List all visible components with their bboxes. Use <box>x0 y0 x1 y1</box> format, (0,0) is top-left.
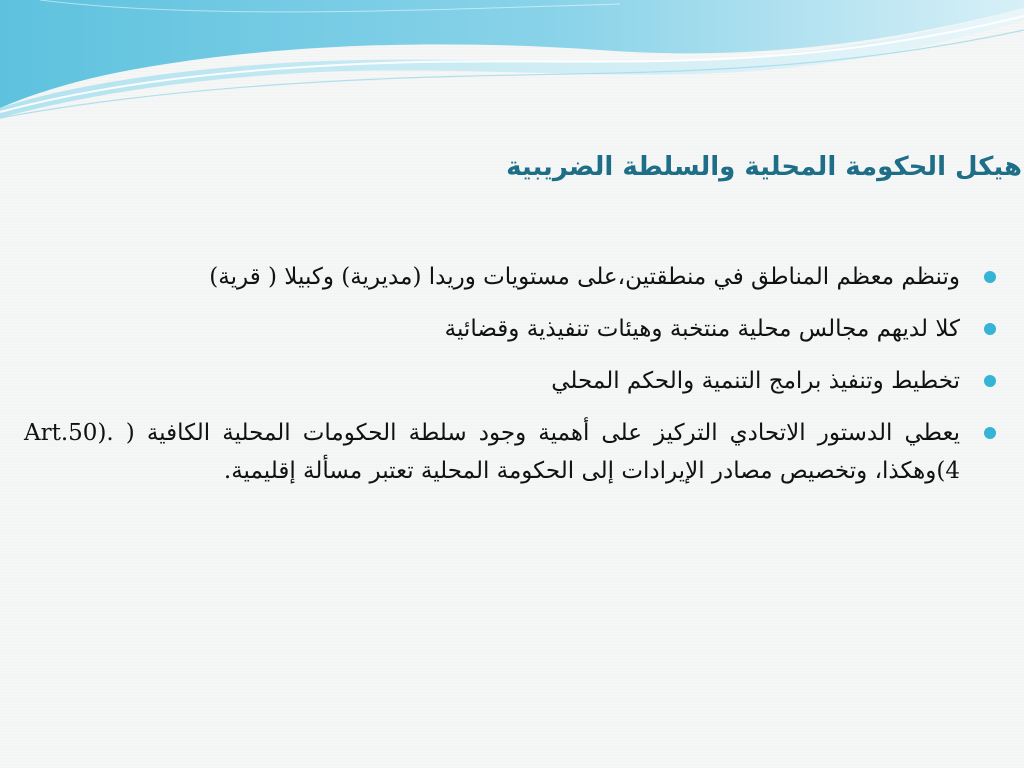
bullet-item <box>24 414 974 490</box>
bullet-dot-icon <box>984 375 996 387</box>
bullet-text: وتنظم معظم المناطق في منطقتين،على مستويات وريدا (مديرية) وكبيلا ( قرية) <box>209 264 960 290</box>
slide-title: هيكل الحكومة المحلية والسلطة الضريبية <box>506 152 1022 182</box>
bullet-text: تخطيط وتنفيذ برامج التنمية والحكم المحلي <box>551 368 960 394</box>
bullet-item <box>24 258 974 296</box>
header-wave-decoration <box>0 0 1024 130</box>
bullet-text: يعطي الدستور الاتحادي التركيز على أهمية وجود سلطة الحكومات المحلية الكافية ( .(Art.50 (4وهكذا، وتخصيص مصادر الإيرادات إلى الحكومة المحلية تعتبر مسألة إقليمية. <box>24 420 960 484</box>
bullet-item <box>24 362 974 400</box>
bullet-text: كلا لديهم مجالس محلية منتخبة وهيئات تنفيذية وقضائية <box>444 316 960 342</box>
bullet-dot-icon <box>984 427 996 439</box>
bullet-item <box>24 310 974 348</box>
bullet-dot-icon <box>984 271 996 283</box>
bullet-list <box>24 258 974 506</box>
bullet-dot-icon <box>984 323 996 335</box>
